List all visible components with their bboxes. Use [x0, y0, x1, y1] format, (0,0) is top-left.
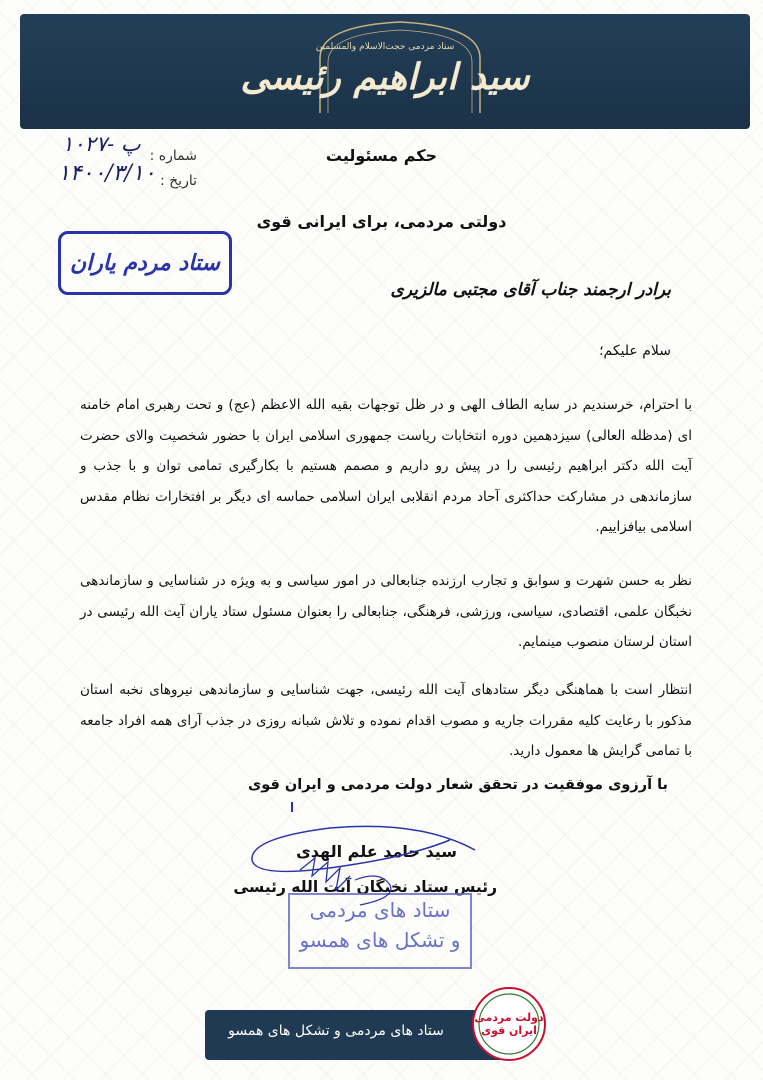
recipient-line: برادر ارجمند جناب آقای مجتبی مالزیری [390, 280, 671, 300]
body-paragraph-3: انتظار است با هماهنگی دیگر ستادهای آیت الله رئیسی، جهت شناسایی و سازماندهی نیروهای نخبه استان مذکور با رعایت کلیه مقررات جاریه و مصوب اقدام نموده و تلاش شبانه روزی در جذب آرای همه افراد جامعه با تمامی گرایش ها معمول دارید. [80, 682, 692, 759]
date-value: ۱۴۰۰/۳/۱۰ [58, 161, 156, 186]
closing-line: با آرزوی موفقیت در تحقق شعار دولت مردمی و ایران قوی [247, 777, 668, 793]
campaign-logo-text: دولت مردمی ایران قوی [474, 1011, 544, 1037]
body-paragraph-2: نظر به حسن شهرت و سوابق و تجارب ارزنده جنابعالی در امور سیاسی و به ویژه در شناسایی و سازماندهی نخبگان علمی، اقتصادی، سیاسی، ورزشی، فرهنگی، جنابعالی را بعنوان مسئول ستاد یاران آیت الله رئیسی در استان لرستان منصوب مینمایم. [80, 573, 692, 650]
document-title: حکم مسئولیت [325, 146, 438, 165]
letterhead-subtitle: ستاد مردمی حجت‌الاسلام والمسلمین [315, 42, 455, 52]
bottom-stamp-line2: و تشکل های همسو [299, 928, 461, 952]
letterhead-banner [20, 14, 750, 129]
bottom-stamp-line1: ستاد های مردمی [309, 898, 451, 922]
body-paragraph-1: با احترام، خرسندیم در سایه الطاف الهی و در ظل توجهات بقیه الله الاعظم (عج) و تحت رهبری امام خامنه ای (مدظله العالی) سیزدهمین دوره انتخابات ریاست جمهوری اسلامی ایران با حضور شخصیت والای حضرت آیت الله دکتر ابراهیم رئیسی را در پیش رو داریم و مصمم هستیم با بکارگیری تمامی توان و با جذب و سازماندهی در مشارکت حداکثری آحاد مردم انقلابی ایران اسلامی حماسه ای دیگر بر افتخارات نظام مقدس اسلامی بیافزاییم. [80, 397, 692, 535]
signer-name: سید حامد علم الهدی [296, 842, 457, 861]
signer-title: رئیس ستاد نخبگان آیت الله رئیسی [233, 878, 497, 896]
greeting: سلام علیکم؛ [599, 343, 671, 359]
footer-text: ستاد های مردمی و تشکل های همسو [228, 1023, 444, 1039]
number-label: شماره : [149, 148, 197, 164]
number-value: ۱۰۲۷- پ [62, 132, 141, 156]
document-slogan: دولتی مردمی، برای ایرانی قوی [256, 212, 507, 231]
date-label: تاریخ : [159, 173, 197, 189]
signature-icon [240, 810, 490, 930]
letterhead-name: سید ابراهیم رئیسی [240, 56, 530, 98]
top-stamp: ستاد مردم یاران [58, 231, 232, 295]
